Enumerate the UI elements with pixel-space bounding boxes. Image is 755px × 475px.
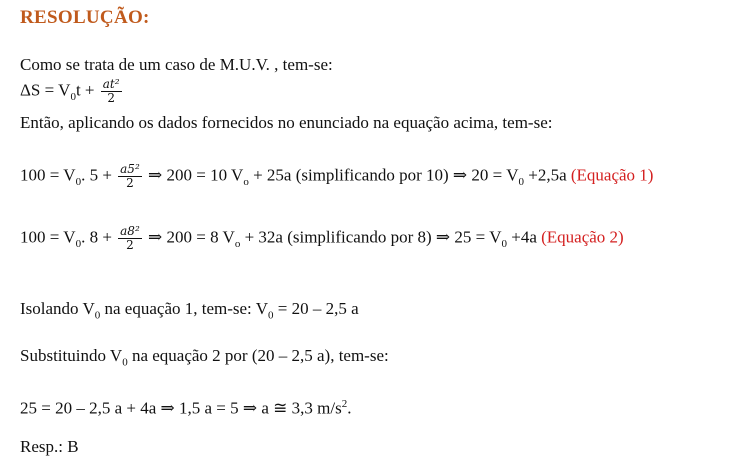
eq1-part-c: + 25a (simplificando por 10) ⇒ 20 = V [248, 165, 519, 185]
answer-text: Resp.: B [20, 437, 79, 456]
substitute-sub: 0 [122, 356, 128, 369]
eq1-sub: 0 [75, 175, 82, 188]
eq1-denominator: 2 [126, 176, 134, 190]
substitute-end: na equação 2 por (20 – 2,5 a), tem-se: [127, 346, 389, 365]
isolate-mid: na equação 1, tem-se: V [100, 299, 268, 318]
isolate-start: Isolando V [20, 299, 95, 318]
eq1-sub2: o [243, 175, 249, 188]
intro-text: Como se trata de um caso de M.U.V. , tem-se: [20, 55, 333, 74]
eq2-part-d: +4a [506, 227, 542, 247]
eq2-sub2: o [234, 237, 241, 250]
fraction-numerator: at² [102, 77, 120, 91]
result-sup: 2 [341, 398, 348, 410]
eq2-part-c: + 32a (simplificando por 8) ⇒ 25 = V [240, 227, 502, 247]
equation-1-line [20, 163, 653, 192]
result-line [20, 394, 352, 419]
eq2-part-b: ⇒ 200 = 8 V [143, 227, 235, 247]
substitute-start: Substituindo V [20, 346, 123, 365]
eq1-start: 100 = V [20, 165, 76, 185]
substitute-line [20, 346, 389, 372]
then-text: Então, aplicando os dados fornecidos no enunciado na equação acima, tem-se: [20, 113, 553, 132]
formula-line [20, 78, 124, 107]
eq1-sub3: 0 [518, 175, 524, 188]
isolate-line [20, 299, 359, 325]
eq1-fraction [118, 163, 142, 190]
eq1-part-b: ⇒ 200 = 10 V [143, 165, 244, 185]
formula-lhs: ΔS = V [20, 80, 71, 100]
formula-fraction [101, 78, 122, 105]
eq2-label: (Equação 2) [541, 227, 624, 247]
isolate-sub: 0 [94, 309, 101, 322]
eq1-numerator: a5² [120, 162, 140, 176]
heading-resolucao: RESOLUÇÃO: [20, 7, 150, 28]
eq2-denominator: 2 [126, 238, 134, 252]
eq1-part-d: +2,5a [523, 165, 571, 185]
formula-mid: t + [75, 80, 99, 100]
result-end: . [347, 398, 352, 418]
equation-2-line [20, 225, 624, 254]
eq1-part-a: . 5 + [81, 165, 117, 185]
isolate-end: = 20 – 2,5 a [273, 299, 359, 318]
formula-sub: 0 [70, 90, 76, 103]
eq2-numerator: a8² [120, 224, 140, 238]
eq2-start: 100 = V [20, 227, 76, 247]
eq1-label: (Equação 1) [570, 165, 654, 185]
fraction-denominator: 2 [107, 91, 115, 105]
eq2-fraction [118, 225, 142, 252]
isolate-sub2: 0 [268, 309, 274, 322]
result-text: 25 = 20 – 2,5 a + 4a ⇒ 1,5 a = 5 ⇒ a ≅ 3,3 m/s [20, 398, 342, 418]
eq2-part-a: . 8 + [81, 227, 117, 247]
eq2-sub3: 0 [501, 237, 507, 250]
eq2-sub: 0 [75, 237, 82, 250]
